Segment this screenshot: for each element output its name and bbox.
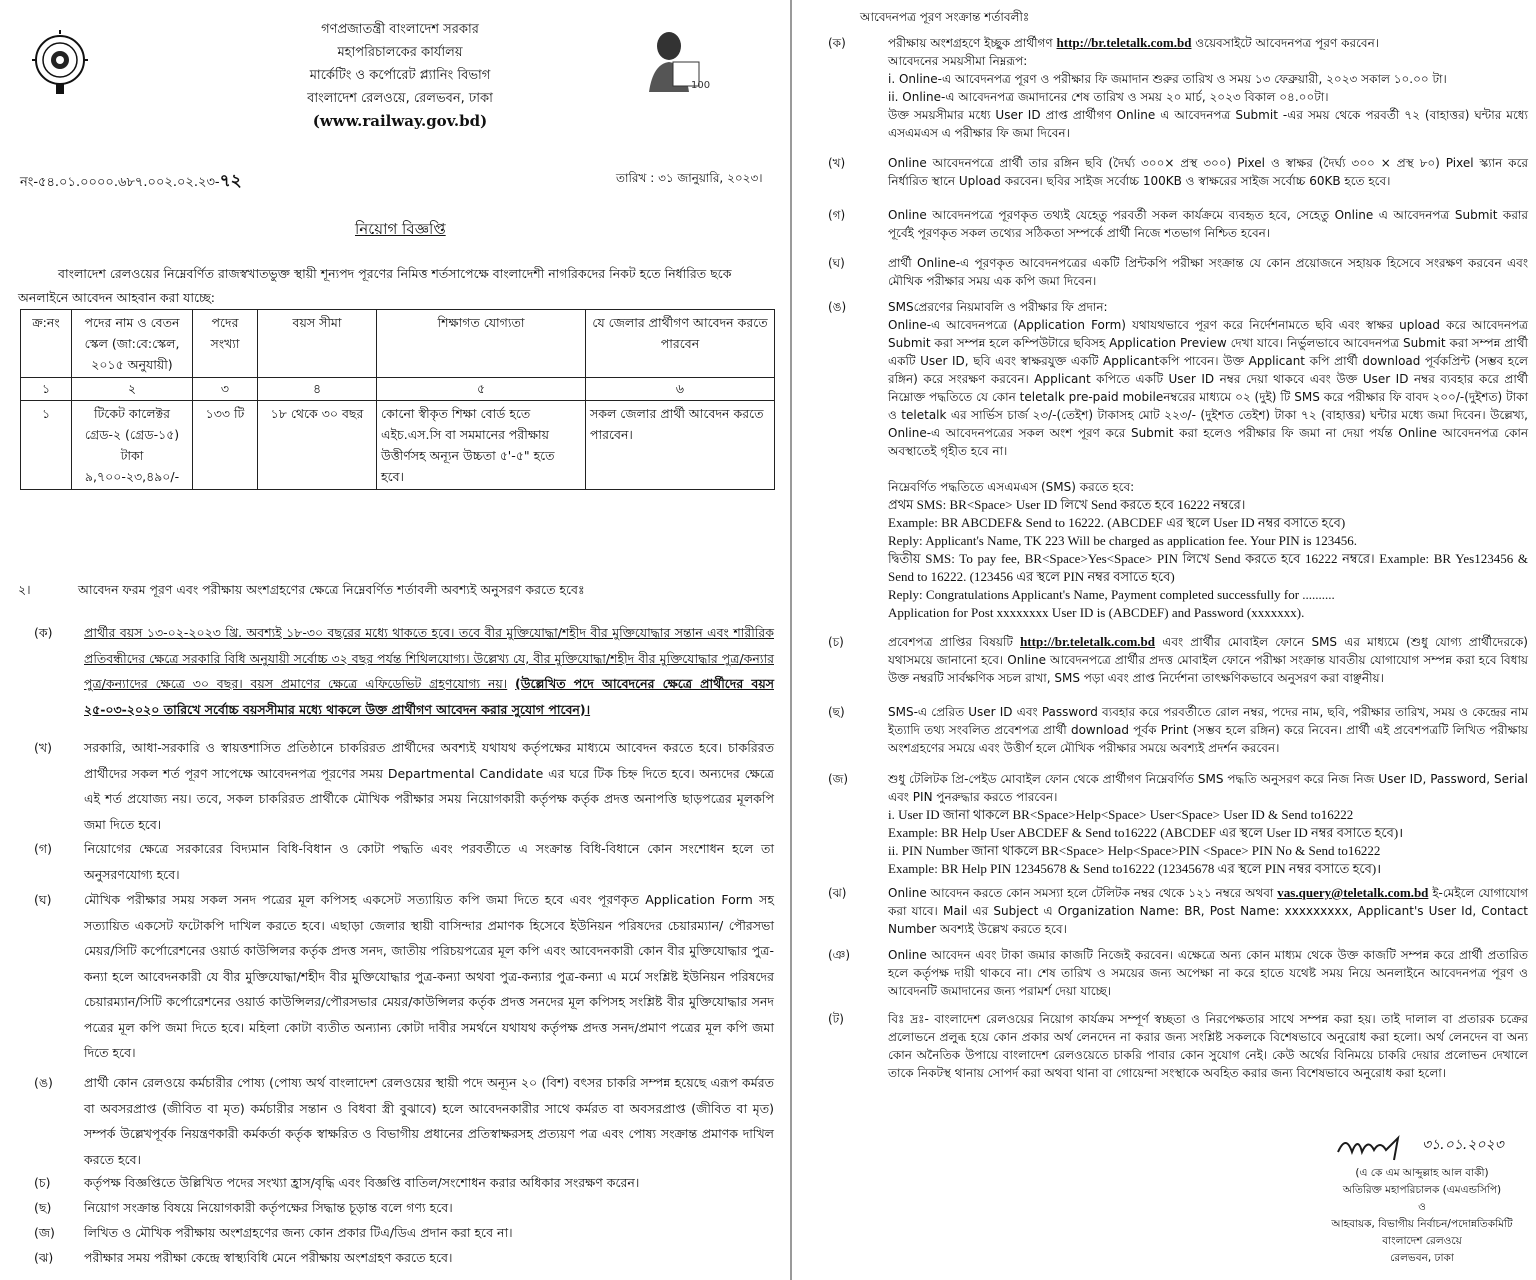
- clause-label: (ঙ): [828, 300, 847, 314]
- col-post: পদের নাম ও বেতন স্কেল (জা:বে:স্কেল, ২০১৫ অনুযায়ী): [72, 310, 193, 378]
- website-link[interactable]: (www.railway.gov.bd): [312, 112, 488, 130]
- clause-text: SMS-এ প্রেরিত User ID এবং Password ব্যবহার করে পরবর্তীতে রোল নম্বর, পদের নাম, ছবি, পরীক্ষার তারিখ, সময় ও কেন্দ্রের নাম ইত্যাদি তথ্য সংবলিত প্রবেশপত্র প্রার্থী download পূর্বক Print (সম্ভব হলে রঙ্গিন) করে নিবেন। প্রার্থী এই প্রবেশপত্রটি লিখিত পরীক্ষায় অংশগ্রহণের সময়ে এবং উত্তীর্ণ হলে মৌখিক পরীক্ষার সময়ে অবশ্যই প্রদর্শন করবেন।: [888, 705, 1528, 755]
- condition-umo: [26, 1070, 774, 1172]
- clause-cha-post: এবং প্রার্থীর মোবাইল ফোনে SMS এর মাধ্যমে (শুধু যোগ্য প্রার্থীদেরকে) যথাসময়ে জানানো হবে। Online আবেদনপত্রে প্রার্থীর প্রদত্ত মোবাইল ফোনে পরীক্ষা সংক্রান্ত যাবতীয় যোগাযোগ সম্পন্ন করা হবে বিধায় উক্ত নম্বরটি সার্বক্ষণিক সচল রাখা, SMS পড়া এবং প্রাপ্ত নির্দেশনা তাৎক্ষণিকভাবে অনুসরণ করা বাঞ্ছনীয়।: [888, 635, 1528, 685]
- condition-cha: [26, 1170, 774, 1196]
- clause-cha-pre: প্রবেশপত্র প্রাপ্তির বিষয়টি: [888, 635, 1013, 649]
- condition-label: (ঙ): [34, 1075, 53, 1090]
- sms-line: Example: BR ABCDEF& Send to 16222. (ABCDEF এর স্থলে User ID নম্বর বসাতে হবে): [888, 515, 1346, 530]
- signatory-org: বাংলাদেশ রেলওয়ে: [1382, 1235, 1462, 1247]
- signatory-place: রেলভবন, ঢাকা: [1390, 1252, 1454, 1264]
- col-num: ৩: [193, 378, 258, 401]
- clause-label: (গ): [828, 208, 846, 222]
- sms-line: প্রথম SMS: BR<Space> User ID লিখে Send করতে হবে 16222 নম্বরে।: [888, 497, 1246, 512]
- support-email-link[interactable]: vas.query@teletalk.com.bd: [1277, 885, 1429, 900]
- clause-umo-title: SMSপ্রেরণের নিয়মাবলি ও পরীক্ষার ফি প্রদান:: [888, 300, 1108, 314]
- clause-ka-ii: ii. Online-এ আবেদনপত্র জমাদানের শেষ তারিখ ও সময় ২০ মার্চ, ২০২৩ বিকাল ০৪.০০টা।: [888, 90, 1329, 104]
- signature-block: [1312, 1165, 1532, 1267]
- clause-umo: [828, 298, 1528, 622]
- recovery-line: ii. PIN Number জানা থাকলে BR<Space> Help<Space>PIN <Space> PIN No & Send to16222: [888, 843, 1381, 858]
- table-header-row: [21, 310, 775, 378]
- clause-jha-post: ই-মেইলে যোগাযোগ করা যাবে। Mail এর Subject এ Organization Name: BR, Post Name: xxxxxxxxx, Applicant's User Id, Contact Number অবশ্যই উল্লেখ করতে হবে।: [888, 886, 1528, 936]
- condition-label: (ক): [34, 625, 53, 640]
- clause-text: Online আবেদনপত্রে প্রার্থী তার রঙ্গিন ছবি (দৈর্ঘ্য ৩০০× প্রস্থ ৩০০) Pixel ও স্বাক্ষর (দৈর্ঘ্য ৩০০ × প্রস্থ ৮০) Pixel স্ক্যান করে নির্ধারিত স্থানে Upload করবেন। ছবির সাইজ সর্বোচ্চ 100KB ও স্বাক্ষরের সাইজ সর্বোচ্চ 60KB হতে হবে।: [888, 156, 1528, 188]
- condition-label: (ঘ): [34, 892, 52, 907]
- sms-line: Reply: Congratulations Applicant's Name, Payment completed successfully for ..........: [888, 587, 1335, 602]
- condition-ga: [26, 836, 774, 887]
- vacancy-table: [20, 309, 775, 490]
- teletalk-link[interactable]: http://br.teletalk.com.bd: [1056, 35, 1192, 50]
- reference-number-text: নং-৫৪.০১.০০০০.৬৮৭.০০২.০২.২৩-: [20, 175, 220, 190]
- clause-text: [888, 770, 1528, 878]
- clause-cha: [828, 633, 1528, 687]
- clause-ta: [828, 1010, 1528, 1082]
- signatory-and: ও: [1418, 1201, 1426, 1213]
- header-line-3: মার্কেটিং ও কর্পোরেট প্ল্যানিং বিভাগ: [309, 68, 491, 83]
- recovery-line: Example: BR Help User ABCDEF & Send to16222 (ABCDEF এর স্থলে User ID নম্বর বসাতে হবে)।: [888, 825, 1404, 840]
- clause-label: (ঞ): [828, 948, 851, 962]
- cell-count: ১৩৩ টি: [193, 401, 258, 490]
- cell-post: টিকেট কালেক্টর গ্রেড-২ (গ্রেড-১৫) টাকা ৯,৭০০-২৩,৪৯০/-: [72, 401, 193, 490]
- col-num: ৫: [377, 378, 586, 401]
- condition-gha: [26, 887, 774, 1066]
- clause-label: (ঘ): [828, 256, 845, 270]
- clause-ka-i: i. Online-এ আবেদনপত্র পূরণ ও পরীক্ষার ফি জমাদান শুরুর তারিখ ও সময় ১৩ ফেব্রুয়ারী, ২০২৩ সকাল ১০.০০ টা।: [888, 72, 1447, 86]
- clause-text: বিঃ দ্রঃ- বাংলাদেশ রেলওয়ের নিয়োগ কার্যক্রম সম্পূর্ণ স্বচ্ছতা ও নিরপেক্ষতার সাথে সম্পন্ন করা হয়। তাই দালাল বা প্রতারক চক্রের প্রলোভনে প্রলুব্ধ হয়ে কোন প্রকার অর্থ লেনদেন না করার জন্য সংশ্লিষ্ট সকলকে বিশেষভাবে অনুরোধ করা হলো। অর্থ লেনদেন বা অন্য কোন অনৈতিক উপায়ে বাংলাদেশ রেলওয়েতে চাকরি পাবার কোন সুযোগ নেই। কেউ অর্থের বিনিময়ে চাকরি দেয়ার প্রলোভন দেখালে তাকে নিকটস্থ থানায় সোপর্দ করা অথবা থানা বা গোয়েন্দা সংস্থাকে অবহিত করার জন্য বিশেষভাবে অনুরোধ করা হলো।: [888, 1012, 1528, 1080]
- svg-text:100: 100: [691, 80, 711, 91]
- signatory-name: (এ কে এম আব্দুল্লাহ আল বাকী): [1355, 1167, 1489, 1179]
- condition-text: প্রার্থী কোন রেলওয়ে কর্মচারীর পোষ্য (পোষ্য অর্থ বাংলাদেশ রেলওয়ের স্থায়ী পদে অন্যূন ২০ (বিশ) বৎসর চাকরি সম্পন্ন হয়েছে এরূপ কর্মরত বা অবসরপ্রাপ্ত (জীবিত বা মৃত) কর্মচারীর সন্তান ও বিধবা স্ত্রী বুঝাবে) হলে আবেদনকারীর সাথে কর্মরত বা অবসরপ্রাপ্ত (জীবিত বা মৃত) সম্পর্ক উল্লেখপূর্বক নিয়ন্ত্রণকারী কর্মকর্তা কর্তৃক স্বাক্ষরিত ও বিভাগীয় প্রধানের প্রতিস্বাক্ষরসহ প্রত্যয়ণ পত্র এবং পোষ্য সংক্রান্ত প্রমাণক দাখিল করতে হবে।: [84, 1075, 774, 1167]
- clause-ga: [828, 206, 1528, 242]
- clause-label: (জ): [828, 772, 849, 786]
- signatory-role: আহবায়ক, বিভাগীয় নির্বাচন/পদোন্নতিকমিটি: [1331, 1218, 1513, 1230]
- col-education: শিক্ষাগত যোগ্যতা: [377, 310, 586, 378]
- letterhead: [300, 18, 500, 133]
- condition-ka-text-b: (উল্লেখিত পদে আবেদনের ক্ষেত্রে প্রার্থীদের বয়স ২৫-০৩-২০২০ তারিখে সর্বোচ্চ বয়সসীমার মধ্যে থাকলে উক্ত প্রার্থীগণ আবেদন করার সুযোগ পাবেন)।: [84, 676, 774, 717]
- col-num: ৬: [586, 378, 775, 401]
- intro-paragraph: বাংলাদেশ রেলওয়ের নিম্নেবর্ণিত রাজস্বখাতভুক্ত স্থায়ী শূন্যপদ পূরণের নিমিত্ত শর্তসাপেক্ষে বাংলাদেশী নাগরিকদের নিকট হতে নির্ধারিত ছকে অনলাইনে আবেদন আহবান করা যাচ্ছে:: [18, 266, 732, 305]
- condition-ja: [26, 1220, 774, 1246]
- cell-age: ১৮ থেকে ৩০ বছর: [258, 401, 377, 490]
- condition-label: (জ): [34, 1225, 55, 1240]
- col-num: ৪: [258, 378, 377, 401]
- reference-handwritten: ৭২: [219, 171, 242, 191]
- clause-chha: [828, 703, 1528, 757]
- clause-label: (চ): [828, 635, 844, 649]
- clause-label: (ট): [828, 1012, 844, 1026]
- condition-ka-text-a: প্রার্থীর বয়স ১৩-০২-২০২৩ খ্রি. অবশ্যই ১৮-৩০ বছরের মধ্যে থাকতে হবে। তবে বীর মুক্তিযোদ্ধা/শহীদ বীর মুক্তিযোদ্ধার সন্তান এবং শারীরিক প্রতিবন্ধীদের ক্ষেত্রে সরকারি বিধি অনুযায়ী সর্বোচ্চ ৩২ বছর পর্যন্ত শিথিলযোগ্য। উল্লেখ্য যে, বীর মুক্তিযোদ্ধা/শহীদ বীর মুক্তিযোদ্ধার পুত্র/কন্যার পুত্র/কন্যাদের ক্ষেত্রে ৩০ বছর। বয়স প্রমাণের ক্ষেত্রে এফিডেভিট গ্রহণযোগ্য নয়।: [84, 625, 774, 691]
- section-2-heading: [18, 582, 585, 602]
- condition-chha: [26, 1195, 774, 1221]
- condition-text: লিখিত ও মৌখিক পরীক্ষায় অংশগ্রহণের জন্য কোন প্রকার টিএ/ডিএ প্রদান করা হবে না।: [84, 1225, 513, 1240]
- right-page: [790, 0, 1536, 1280]
- clause-text: [888, 633, 1528, 687]
- condition-label: (চ): [34, 1175, 51, 1190]
- condition-ka: [26, 620, 774, 722]
- clause-label: (ছ): [828, 705, 845, 719]
- cell-education: কোনো স্বীকৃত শিক্ষা বোর্ড হতে এইচ.এস.সি বা সমমানের পরীক্ষায় উত্তীর্ণসহ অন্যূন উচ্চতা ৫'-৫" হতে হবে।: [377, 401, 586, 490]
- government-seal-icon: [32, 30, 88, 96]
- cell-district: সকল জেলার প্রার্থী আবেদন করতে পারবেন।: [586, 401, 775, 490]
- clause-umo-body: Online-এ আবেদনপত্রে (Application Form) যথাযথভাবে পূরণ করে নির্দেশনামতে ছবি এবং স্বাক্ষর upload করে আবেদনপত্র Submit করা সম্পন্ন হলে কম্পিউটারে ছবিসহ Application Preview দেখা যাবে। নির্ভুলভাবে আবেদনপত্র Submit করা সম্পন্ন প্রার্থী একটি User ID, ছবি এবং স্বাক্ষরযুক্ত একটি Applicantকপি পাবেন। উক্ত Applicant কপি প্রার্থী download পূর্বকপ্রিন্ট (সম্ভব হলে রঙ্গিন) করে সংরক্ষণ করবেন। Applicant কপিতে একটি User ID নম্বর দেয়া থাকবে এবং উক্ত User ID নম্বর ব্যবহার করে প্রার্থী নিম্নোক্ত পদ্ধতিতে যে কোন teletalk pre-paid mobileনম্বরের মাধ্যমে ০২ (দুই) টি SMS করে পরীক্ষার ফি বাবদ ২০০/-(দুইশত) টাকা ও teletalk এর সার্ভিস চার্জ ২৩/-(তেইশ) টাকাসহ মোট ২২৩/- (দুইশত তেইশ) টাকা ৭২ (বাহাত্তর) ঘন্টার মধ্যে জমা দিবেন। উল্লেখ্য, Online-এ আবেদনপত্রের সকল অংশ পূরণ করে Submit করা হলেও পরীক্ষার ফি জমা না দেয়া পর্যন্ত Online আবেদনপত্র কোন অবস্থাতেই গৃহীত হবে না।: [888, 318, 1528, 458]
- condition-text: পরীক্ষার সময় পরীক্ষা কেন্দ্রে স্বাস্থ্যবিধি মেনে পরীক্ষায় অংশগ্রহণ করতে হবে।: [84, 1250, 453, 1265]
- cell-serial: ১: [21, 401, 72, 490]
- clause-gha: [828, 254, 1528, 290]
- clause-text: প্রার্থী Online-এ পূরণকৃত আবেদনপত্রের একটি প্রিন্টকপি পরীক্ষা সংক্রান্ত যে কোন প্রয়োজনে সহায়ক হিসেবে সংরক্ষণ করবেন এবং মৌখিক পরীক্ষার সময় এক কপি জমা দিবেন।: [888, 256, 1528, 288]
- condition-label: (ঝ): [34, 1250, 54, 1265]
- teletalk-link[interactable]: http://br.teletalk.com.bd: [1020, 634, 1156, 649]
- condition-text: নিয়োগের ক্ষেত্রে সরকারের বিদ্যমান বিধি-বিধান ও কোটা পদ্ধতি এবং পরবর্তীতে এ সংক্রান্ত বিধি-বিধানে কোন সংশোধন হলে তা অনুসরণযোগ্য হবে।: [84, 841, 774, 882]
- sms-title: নিম্নেবর্ণিত পদ্ধতিতে এসএমএস (SMS) করতে হবে:: [888, 480, 1135, 494]
- table-number-row: [21, 378, 775, 401]
- page-title: নিয়োগ বিজ্ঞপ্তি: [355, 220, 446, 238]
- clause-ka: [828, 34, 1528, 142]
- reference-number: [20, 168, 242, 196]
- mujib-100-logo-icon: [643, 28, 719, 94]
- clause-kha: [828, 154, 1528, 190]
- clause-text: Online আবেদন এবং টাকা জমার কাজটি নিজেই করবেন। এক্ষেত্রে অন্য কোন মাধ্যম থেকে উক্ত কাজটি সম্পন্ন করে প্রার্থী প্রতারিত হলে কর্তৃপক্ষ দায়ী থাকবে না। শেষ তারিখ ও সময়ের জন্য অপেক্ষা না করে হাতে যথেষ্ট সময় নিয়ে অনলাইনে আবেদনপত্র পূরণ ও আবেদনটি জমাদানের জন্য পরামর্শ দেয়া যাচ্ছে।: [888, 948, 1528, 998]
- sms-line: Application for Post xxxxxxxx User ID is (ABCDEF) and Password (xxxxxxx).: [888, 605, 1305, 620]
- col-num: ১: [21, 378, 72, 401]
- clause-text: [888, 34, 1528, 142]
- clause-text: [888, 884, 1528, 938]
- clause-ka-sub: আবেদনের সময়সীমা নিম্নরূপ:: [888, 54, 1028, 68]
- clause-label: (ঝ): [828, 886, 847, 900]
- condition-text: নিয়োগ সংক্রান্ত বিষয়ে নিয়োগকারী কর্তৃপক্ষের সিদ্ধান্ত চূড়ান্ত বলে গণ্য হবে।: [84, 1200, 453, 1215]
- condition-label: (খ): [34, 740, 52, 755]
- issue-date: তারিখ : ৩১ জানুয়ারি, ২০২৩।: [616, 171, 763, 185]
- col-age: বয়স সীমা: [258, 310, 377, 378]
- clause-ja-text: শুধু টেলিটক প্রি-পেইড মোবাইল ফোন থেকে প্রার্থীগণ নিম্নেবর্ণিত SMS পদ্ধতি অনুসরণ করে নিজ নিজ User ID, Password, Serial এবং PIN পুনরুদ্ধার করতে পারবেন।: [888, 772, 1528, 804]
- table-row: [21, 401, 775, 490]
- signatory-designation: অতিরিক্ত মহাপরিচালক (এমএন্ডসিপি): [1342, 1184, 1502, 1196]
- section-2-text: আবেদন ফরম পূরণ এবং পরীক্ষায় অংশগ্রহণের ক্ষেত্রে নিম্নেবর্ণিত শর্তাবলী অবশ্যই অনুসরণ করতে হবেঃ: [78, 582, 585, 597]
- col-num: ২: [72, 378, 193, 401]
- clause-yo: [828, 946, 1528, 1000]
- condition-kha: [26, 735, 774, 837]
- clause-ka-note: উক্ত সময়সীমার মধ্যে User ID প্রাপ্ত প্রার্থীগণ Online এ আবেদনপত্র Submit -এর সময় থেকে পরবর্তী ৭২ (বাহাত্তর) ঘন্টার মধ্যে এসএমএস এ পরীক্ষার ফি জমা দিবেন।: [888, 108, 1528, 140]
- clause-text: Online আবেদনপত্রে পূরণকৃত তথ্যই যেহেতু পরবর্তী সকল কার্যক্রমে ব্যবহৃত হবে, সেহেতু Online এ আবেদনপত্র Submit করার পূর্বেই পূরণকৃত সকল তথ্যের সঠিকতা সম্পর্কে প্রার্থী নিজে শতভাগ নিশ্চিত হবেন।: [888, 208, 1528, 240]
- right-heading: আবেদনপত্র পূরণ সংক্রান্ত শর্তাবলীঃ: [860, 10, 1030, 24]
- condition-jha: [26, 1245, 774, 1271]
- sms-line: দ্বিতীয় SMS: To pay fee, BR<Space>Yes<Space> PIN লিখে Send করতে হবে 16222 নম্বরে। Example: BR Yes123456 & Send to 16222. (123456 এর স্থলে PIN নম্বর বসাতে হবে): [888, 551, 1528, 584]
- clause-jha: [828, 884, 1528, 938]
- clause-text: [888, 298, 1528, 622]
- recovery-line: i. User ID জানা থাকলে BR<Space>Help<Space> User<Space> User ID & Send to16222: [888, 807, 1354, 822]
- condition-text: [84, 620, 774, 722]
- header-line-2: মহাপরিচালকের কার্যালয়: [337, 45, 463, 60]
- signature-date: ৩১.০১.২০২৩: [1422, 1137, 1504, 1153]
- recovery-line: Example: BR Help PIN 12345678 & Send to16222 (12345678 এর স্থলে PIN নম্বর বসাতে হবে)।: [888, 861, 1382, 876]
- condition-text: সরকারি, আধা-সরকারি ও স্বায়ত্তশাসিত প্রতিষ্ঠানে চাকরিরত প্রার্থীদের অবশ্যই যথাযথ কর্তৃপক্ষের মাধ্যমে আবেদন করতে হবে। চাকরিরত প্রার্থীদের সকল শর্ত পূরণ সাপেক্ষে আবেদনপত্র পূরণের সময় Departmental Candidate এর ঘরে টিক চিহ্ন দিতে হবে। অন্যদের ক্ষেত্রে এই শর্ত প্রযোজ্য নয়। তবে, সকল চাকরিরত প্রার্থীকে মৌখিক পরীক্ষার সময় নিয়োগকারী কর্তৃপক্ষ কর্তৃক প্রদত্ত অনাপত্তি ছাড়পত্রের মূলকপি জমা দিতে হবে।: [84, 740, 774, 832]
- condition-text: কর্তৃপক্ষ বিজ্ঞপ্তিতে উল্লিখিত পদের সংখ্যা হ্রাস/বৃদ্ধি এবং বিজ্ঞপ্তি বাতিল/সংশোধন করার অধিকার সংরক্ষণ করেন।: [84, 1175, 640, 1190]
- condition-text: মৌখিক পরীক্ষার সময় সকল সনদ পত্রের মূল কপিসহ একসেট সত্যায়িত কপি জমা দিতে হবে এবং পূরণকৃত Application Form সহ সত্যায়িত একসেট ফটোকপি দাখিল করতে হবে। এছাড়া জেলার স্থায়ী বাসিন্দার প্রমাণক হিসেবে ইউনিয়ন পরিষদের চেয়ারম্যান/ পৌরসভা মেয়র/সিটি কর্পোরেশনের ওয়ার্ড কাউন্সিলর কর্তৃক প্রদত্ত সনদ, জাতীয় পরিচয়পত্রের মূল কপি এবং আবেদনকারী কোন বীর মুক্তিযোদ্ধার পুত্র-কন্যা হলে আবেদনকারী যে বীর মুক্তিযোদ্ধা/শহীদ বীর মুক্তিযোদ্ধার পুত্র-কন্যা অথবা পুত্র-কন্যার পুত্র-কন্যা এ মর্মে সংশ্লিষ্ট ইউনিয়ন পরিষদের চেয়ারম্যান/সিটি কর্পোরেশনের ওয়ার্ড কাউন্সিলর/পৌরসভার মেয়র/কাউন্সিলর কর্তৃক প্রদত্ত সনদের মূল কপিসহ সংশ্লিষ্ট বীর মুক্তিযোদ্ধার সনদ পত্রের মূল কপি জমা দিতে হবে। মহিলা কোটা ব্যতীত অন্যান্য কোটা দাবীর সমর্থনে যথাযথ কর্তৃপক্ষ প্রদত্ত সনদ/প্রমাণ পত্রের মূল কপি জমা দিতে হবে।: [84, 892, 774, 1060]
- col-count: পদের সংখ্যা: [193, 310, 258, 378]
- clause-label: (খ): [828, 156, 846, 170]
- clause-ja: [828, 770, 1528, 878]
- clause-ka-pre: পরীক্ষায় অংশগ্রহণে ইচ্ছুক প্রার্থীগণ: [888, 36, 1053, 50]
- condition-label: (গ): [34, 841, 52, 856]
- col-serial: ক্র:নং: [21, 310, 72, 378]
- col-district: যে জেলার প্রার্থীগণ আবেদন করতে পারবেন: [586, 310, 775, 378]
- sms-line: Reply: Applicant's Name, TK 223 Will be charged as application fee. Your PIN is 123456.: [888, 533, 1358, 548]
- section-2-number: ২।: [18, 582, 31, 597]
- header-line-1: গণপ্রজাতন্ত্রী বাংলাদেশ সরকার: [321, 22, 479, 37]
- condition-label: (ছ): [34, 1200, 52, 1215]
- clause-label: (ক): [828, 36, 846, 50]
- header-line-4: বাংলাদেশ রেলওয়ে, রেলভবন, ঢাকা: [307, 91, 493, 106]
- clause-jha-pre: Online আবেদন করতে কোন সমস্যা হলে টেলিটক নম্বর থেকে ১২১ নম্বরে অথবা: [888, 886, 1274, 900]
- clause-ka-post: ওয়েবসাইটে আবেদনপত্র পূরণ করবেন।: [1195, 36, 1380, 50]
